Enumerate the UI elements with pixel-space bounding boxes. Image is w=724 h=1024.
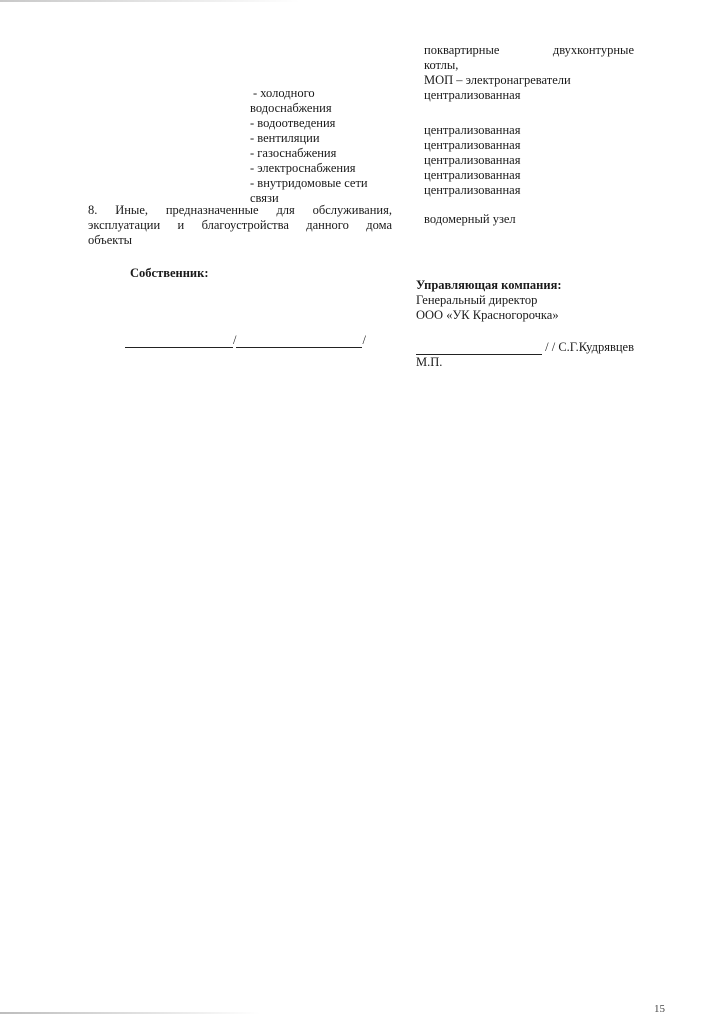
scan-edge-top bbox=[0, 0, 300, 2]
utility-values bbox=[424, 123, 624, 198]
owner-signature-field bbox=[125, 334, 233, 348]
company-heading: Управляющая компания: bbox=[416, 278, 562, 292]
utilities-list bbox=[250, 86, 410, 206]
page-number: 15 bbox=[654, 1003, 665, 1015]
item-8-line: эксплуатации и благоустройства данного дома bbox=[88, 218, 392, 232]
owner-name-field bbox=[236, 334, 362, 348]
company-signatory: / / С.Г.Кудрявцев bbox=[545, 340, 634, 354]
item-8-line: объекты bbox=[88, 233, 133, 247]
utility-value: централизованная bbox=[424, 138, 521, 152]
item-8-value: водомерный узел bbox=[424, 212, 516, 226]
company-block bbox=[416, 278, 562, 323]
owner-heading: Собственник: bbox=[130, 266, 209, 280]
heating-line-2: котлы, bbox=[424, 58, 459, 72]
heating-word-2: двухконтурные bbox=[552, 43, 634, 57]
utility-value: централизованная bbox=[424, 183, 521, 197]
scan-edge-bottom bbox=[0, 1012, 260, 1014]
company-position: Генеральный директор bbox=[416, 293, 538, 307]
utility-value: централизованная bbox=[424, 123, 521, 137]
heating-value bbox=[424, 43, 634, 103]
item-8-line: 8. Иные, предназначенные для обслуживания, bbox=[88, 203, 392, 217]
utility-item: - внутридомовые сети bbox=[250, 176, 368, 190]
item-8-description bbox=[88, 203, 392, 248]
company-name: ООО «УК Красногорочка» bbox=[416, 308, 559, 322]
heating-line-3: МОП – электронагреватели bbox=[424, 73, 571, 87]
utility-value: централизованная bbox=[424, 153, 521, 167]
company-signature-line bbox=[416, 340, 634, 355]
cold-water-value: централизованная bbox=[424, 88, 521, 102]
stamp-label: М.П. bbox=[416, 355, 443, 369]
heating-word-1: поквартирные bbox=[424, 43, 500, 57]
utility-item: - водоотведения bbox=[250, 116, 336, 130]
utility-item: - вентиляции bbox=[250, 131, 320, 145]
utility-item: - холодного bbox=[253, 86, 315, 100]
utility-item: связи bbox=[250, 191, 279, 205]
owner-separator-1: / bbox=[233, 333, 237, 347]
utility-item: - газоснабжения bbox=[250, 146, 337, 160]
utility-value: централизованная bbox=[424, 168, 521, 182]
utility-item: - электроснабжения bbox=[250, 161, 356, 175]
utility-item: водоснабжения bbox=[250, 101, 332, 115]
owner-signature-line bbox=[125, 333, 366, 348]
company-signature-field bbox=[416, 341, 542, 355]
owner-separator-2: / bbox=[362, 333, 366, 347]
